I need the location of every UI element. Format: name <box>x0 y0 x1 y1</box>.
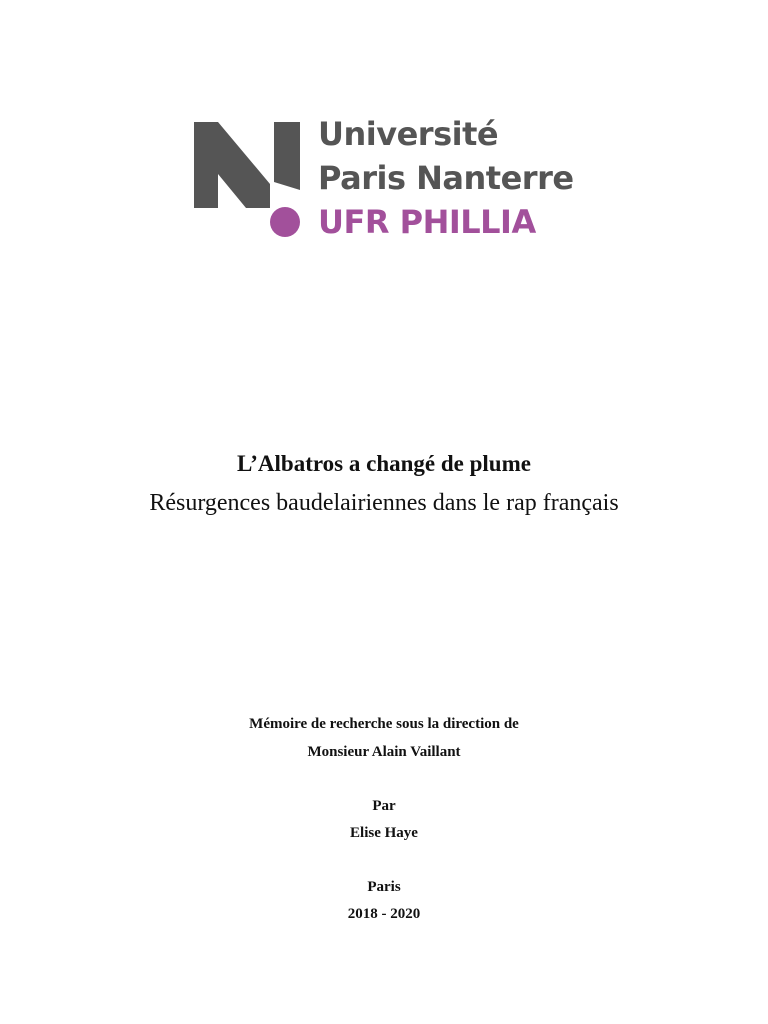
by-label: Par <box>372 798 396 814</box>
author-name: Elise Haye <box>350 825 418 841</box>
place: Paris <box>367 879 401 895</box>
supervision-line-1: Mémoire de recherche sous la direction de <box>249 716 519 732</box>
thesis-title: L’Albatros a changé de plume <box>237 451 531 476</box>
logo-wordmark <box>318 112 584 244</box>
thesis-subtitle: Résurgences baudelairiennes dans le rap français <box>149 490 619 516</box>
university-logo <box>194 112 584 241</box>
logo-line-ufr <box>270 200 536 244</box>
supervisor-name: Monsieur Alain Vaillant <box>307 744 461 760</box>
logo-ufr-label: UFR PHILLIA <box>318 203 536 241</box>
purple-dot-icon <box>270 207 300 237</box>
logo-line-universite: Université <box>318 115 499 153</box>
nanterre-n-logo-icon <box>194 122 302 208</box>
logo-line-paris-nanterre: Paris Nanterre <box>318 159 574 197</box>
years: 2018 - 2020 <box>347 906 421 922</box>
